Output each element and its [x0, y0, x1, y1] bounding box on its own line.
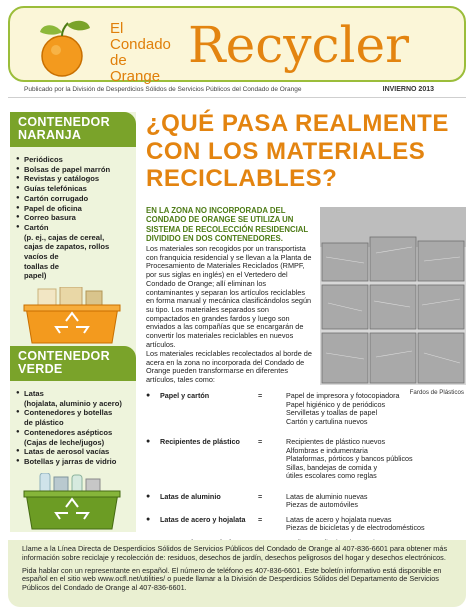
footer-paragraph: Llame a la Línea Directa de Desperdicios Sólidos de Servicios Públicos del Condado de Orange al 407-836-6601 para obtener más información sobre reciclaje y recolección de: residuos, desechos de jardín, desechos peligrosos del hogar y desechos electrónicos. — [22, 544, 448, 562]
bullet: ● — [146, 392, 151, 399]
green-bin-heading — [10, 346, 136, 381]
list-subitem: de plástico — [24, 418, 64, 428]
article-paragraph: Los materiales son recogidos por un transportista con franquicia residencial y se llevan a la Planta de Procesamiento de Materiales Reciclados (RMPF, por sus siglas en inglés) en el Vertedero del Condado de Orange; allí eliminan los contaminantes y separan los artículos reciclables en forma manual y mecánica clasificándolos según su tipo. Los materiales separados son compactados en grandes fardos y luego son enviados a las compañías que se encargarán de convertir los materiales reciclables en nuevos artículos. — [146, 244, 312, 349]
material-products — [286, 516, 468, 533]
material-products — [286, 392, 468, 426]
list-item: ● Contenedores asépticos — [16, 428, 130, 438]
list-subitem: papel) — [24, 271, 47, 281]
material-category: Papel y cartón — [160, 391, 210, 400]
brand-line: de Orange — [110, 52, 161, 85]
product-line: útiles escolares como reglas — [286, 471, 377, 480]
list-subitem: cajas de zapatos, rollos — [24, 242, 110, 252]
equals-sign: = — [258, 514, 263, 524]
sidebar — [10, 112, 136, 532]
product-line: Plataformas, pórticos y bancos públicos — [286, 454, 413, 463]
material-products — [286, 438, 468, 481]
product-line: Piezas de bicicletas y de electrodomésticos — [286, 523, 425, 532]
list-item: ● Periódicos — [16, 155, 130, 165]
list-item: ● Papel de oficina — [16, 204, 130, 214]
table-row — [146, 516, 468, 533]
material-products — [286, 493, 468, 510]
photo-caption: Fardos de Plásticos — [409, 389, 464, 396]
list-subitem: (Cajas de leche/jugos) — [24, 437, 105, 447]
green-bin-section — [10, 346, 136, 531]
orange-bin-list — [10, 147, 136, 283]
list-item: ● Contenedores y botellas — [16, 408, 130, 418]
list-item: ● Latas — [16, 389, 130, 399]
heading-line: CONTENEDOR — [18, 115, 110, 129]
table-row — [146, 438, 468, 481]
list-subitem: vacíos de — [24, 252, 59, 262]
orange-bin-heading — [10, 112, 136, 147]
orange-fruit-logo-icon — [32, 16, 96, 80]
county-brand — [110, 21, 180, 85]
list-item: ● Cartón — [16, 223, 130, 233]
masthead — [8, 6, 466, 85]
list-subitem: (hojalata, aluminio y acero) — [24, 398, 122, 408]
product-line: Papel higiénico y de periódicos — [286, 399, 386, 409]
issue-date: INVIERNO 2013 — [382, 86, 434, 93]
list-item: ● Correo basura — [16, 213, 130, 223]
brand-line: El — [110, 20, 124, 37]
material-category: Recipientes de plástico — [160, 437, 240, 446]
product-line: Alfombras e indumentaria — [286, 445, 368, 455]
brand-line: Condado — [110, 36, 171, 53]
heading-line: NARANJA — [18, 128, 82, 142]
footer-contact-box — [8, 540, 466, 607]
product-line: Recipientes de plástico nuevos — [286, 437, 386, 446]
product-line: Latas de aluminio nuevas — [286, 491, 368, 501]
list-item: ● Cartón corrugado — [16, 194, 130, 204]
bullet: ● — [146, 492, 151, 500]
list-item: ● Revistas y catálogos — [16, 174, 130, 184]
publisher-line: Publicado por la División de Desperdicios Sólidos de Servicios Públicos del Condado de Orange — [24, 86, 302, 93]
heading-line: VERDE — [18, 362, 63, 376]
headline-line: ¿QUÉ PASA REALMENTE — [146, 110, 449, 137]
equals-sign: = — [258, 437, 263, 446]
product-line: Servilletas y toallas de papel — [286, 408, 378, 417]
table-row — [146, 392, 468, 426]
list-item: ● Guías telefónicas — [16, 184, 130, 194]
plastic-bales-photo — [320, 207, 466, 385]
product-line: Papel de impresora y fotocopiadora — [286, 391, 400, 400]
headline-line: RECICLABLES? — [146, 165, 338, 192]
intro-text: EN LA ZONA NO INCORPORADA DEL CONDADO DE ORANGE SE UTILIZA UN SISTEMA DE RECOLECCIÓN RESIDENCIAL DIVIDIDO EN DOS CONTENEDORES. — [146, 206, 309, 243]
equals-sign: = — [258, 391, 263, 400]
green-recycling-bin-icon — [16, 473, 128, 531]
orange-recycling-bin-icon — [16, 287, 128, 345]
table-row — [146, 493, 468, 510]
product-line: Sillas, bandejas de comida y — [286, 462, 378, 472]
list-item: ● Bolsas de papel marrón — [16, 165, 130, 175]
list-item: ● Latas de aerosol vacías — [16, 447, 130, 457]
product-line: Cartón y cartulina nuevos — [286, 416, 368, 426]
list-subitem: toallas de — [24, 261, 60, 271]
article-paragraph: Los materiales reciclables recolectados al borde de acera en la zona no incorporada del Condado de Orange pueden transformarse en diferentes artículos, tales como: — [146, 349, 312, 385]
heading-line: CONTENEDOR — [18, 349, 110, 363]
headline — [146, 110, 466, 193]
bullet: ● — [146, 515, 151, 523]
materials-table — [146, 392, 468, 547]
product-line: Latas de acero y hojalata nuevas — [286, 514, 392, 524]
newsletter-title: Recycler — [188, 16, 409, 74]
bullet: ● — [146, 438, 151, 445]
equals-sign: = — [258, 491, 263, 501]
material-category: Latas de acero y hojalata — [160, 514, 246, 524]
material-category: Latas de aluminio — [160, 491, 221, 501]
headline-line: CON LOS MATERIALES — [146, 137, 426, 165]
product-line: Piezas de automóviles — [286, 500, 358, 509]
divider — [8, 97, 466, 98]
green-bin-list — [10, 381, 136, 469]
footer-paragraph: Pida hablar con un representante en español. El número de teléfono es 407-836-6601. Este boletín informativo está disponible en español en el sitio web www.ocfl.net/utilities/ o puede llamar a la División de Desperdicios Sólidos del Departamento de Servicios Públicos del Condado de Orange al 407-836-6601. — [22, 565, 442, 593]
list-subitem: (p. ej., cajas de cereal, — [24, 232, 105, 242]
list-item: ● Botellas y jarras de vidrio — [16, 457, 130, 467]
